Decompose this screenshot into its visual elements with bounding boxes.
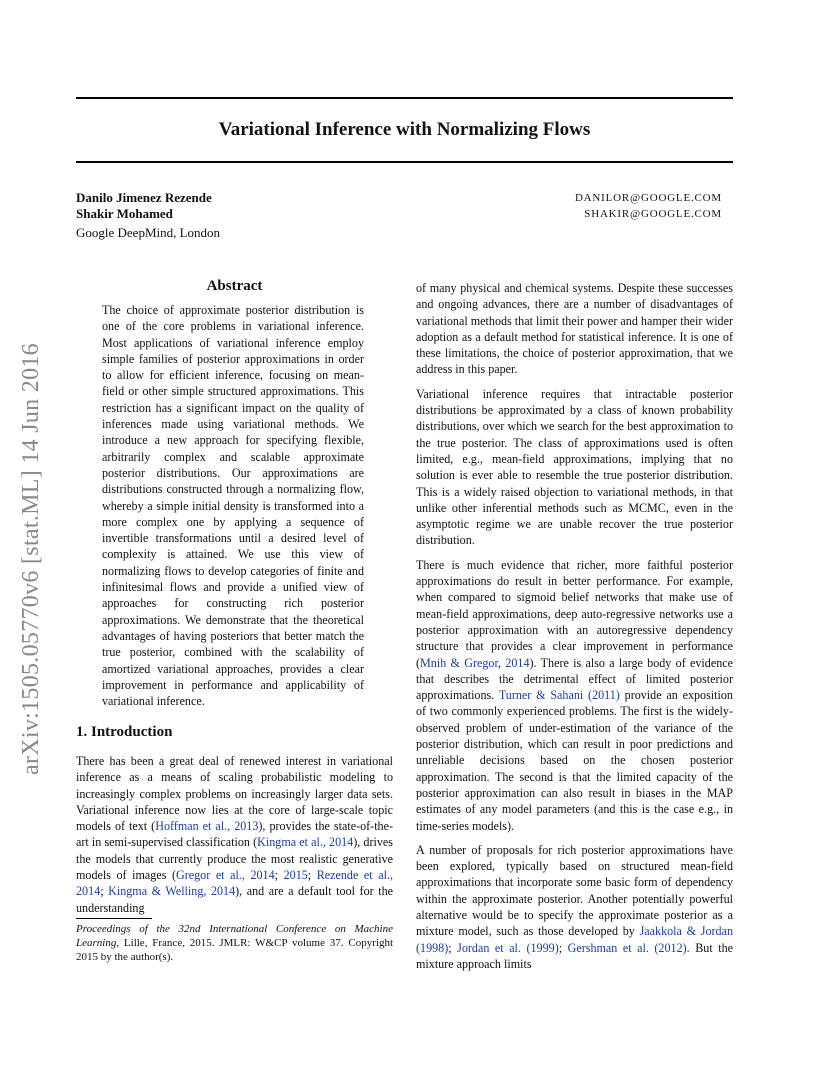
footnote-text: , Lille, France, 2015. JMLR: W&CP volume 37. Copyright 2015 by the author(s).: [76, 937, 393, 963]
citation-link[interactable]: Kingma & Welling, 2014: [108, 884, 236, 899]
citation-link[interactable]: 2015: [283, 868, 308, 883]
intro-text: ), provides the state-of-the-art in semi-supervised classification (: [76, 819, 393, 850]
author-email-2[interactable]: SHAKIR@GOOGLE.COM: [584, 208, 722, 220]
citation-link[interactable]: Turner & Sahani (2011): [498, 688, 620, 703]
section-heading-introduction: 1. Introduction: [76, 724, 173, 740]
intro-text: ;: [274, 868, 284, 883]
citation-link[interactable]: Rezende et al., 2014: [76, 868, 393, 899]
paragraph: [416, 557, 733, 834]
right-column: [416, 280, 733, 980]
citation-link[interactable]: Hoffman et al., 2013: [155, 819, 259, 834]
introduction-paragraph: [76, 753, 393, 916]
footnote-rule: [76, 918, 152, 919]
top-rule: [76, 97, 733, 99]
paragraph-text: A number of proposals for rich posterior approximations have been explored, typically based on structured mean-field approximations that incorporate some basic form of dependency within the approximate posterior. Another potentially powerful alternative would be to specify the approximate posterior as a mixture model, such as those developed by: [416, 842, 733, 939]
paper-title: Variational Inference with Normalizing Flows: [218, 119, 591, 140]
paragraph-text: ;: [558, 940, 568, 955]
footnote: [76, 922, 393, 964]
paragraph-text: ;: [448, 940, 458, 955]
intro-text: There has been a great deal of renewed interest in variational inference as a means of scaling probabilistic modeling to increasingly complex problems on increasingly larger data sets. Variational inference now lies at the core of large-scale topic models of text (: [76, 754, 393, 834]
arxiv-identifier: arXiv:1505.05770v6 [stat.ML] 14 Jun 2016: [18, 343, 44, 775]
title-bottom-rule: [76, 161, 733, 163]
paragraph-text: ,: [498, 655, 506, 670]
abstract-heading: Abstract: [206, 278, 263, 294]
footnote-proceedings: Proceedings of the 32nd International Conference on Machine Learning: [76, 923, 393, 949]
paragraph-text: . But the mixture approach limits: [416, 940, 733, 971]
author-name-2: Shakir Mohamed: [76, 206, 173, 221]
affiliation: Google DeepMind, London: [76, 225, 221, 240]
paragraph: of many physical and chemical systems. Despite these successes and ongoing advances, there are a number of disadvantages of variational methods that limit their power and hamper their wider adoption as a default method for statistical inference. It is one of these limitations, the choice of posterior approximation, that we address in this paper.: [416, 281, 733, 377]
citation-link[interactable]: Kingma et al., 2014: [257, 835, 354, 850]
intro-text: ), and are a default tool for the understanding: [76, 884, 393, 915]
paragraph-text: There is much evidence that richer, more faithful posterior approximations do result in better performance. For example, when compared to sigmoid belief networks that make use of mean-field approximations, deep auto-regressive networks use a posterior approximation with an autoregressive dependency structure that provides a clear improvement in performance (: [416, 557, 733, 670]
citation-link[interactable]: Gershman et al. (2012): [567, 940, 687, 955]
citation-link[interactable]: Mnih & Gregor: [420, 655, 498, 670]
intro-text: ;: [100, 884, 109, 899]
author-name-1: Danilo Jimenez Rezende: [76, 190, 212, 205]
intro-text: ;: [307, 868, 317, 883]
paragraph: Variational inference requires that intractable posterior distributions be approximated by a class of known probability distributions, over which we search for the best approximation to the true posterior. The class of approximations used is often limited, e.g., mean-field approximations, implying that no solution is ever able to resemble the true posterior distribution. This is a widely raised objection to variational methods, in that unlike other inferential methods such as MCMC, even in the asymptotic regime we are unable recover the true posterior distribution.: [416, 386, 733, 548]
paragraph-text: provide an exposition of two commonly experienced problems. The first is the widely-observed problem of under-estimation of the variance of the posterior distribution, which can result in poor predictions and unreliable decisions based on the chosen posterior approximation. The second is that the limited capacity of the posterior approximation can also result in biases in the MAP estimates of any model parameters (and this is the case e.g., in time-series models).: [416, 688, 733, 833]
citation-link[interactable]: Jordan et al. (1999): [457, 940, 559, 955]
citation-link[interactable]: Gregor et al., 2014: [176, 868, 275, 883]
citation-link[interactable]: 2014: [505, 655, 530, 670]
citation-link[interactable]: Jaakkola & Jordan (1998): [416, 924, 734, 955]
paragraph: [416, 842, 733, 972]
author-email-1[interactable]: DANILOR@GOOGLE.COM: [574, 192, 722, 204]
paragraph-text: ). There is also a large body of evidence that describes the detrimental effect of limited posterior approximations.: [416, 655, 733, 703]
abstract-text: The choice of approximate posterior distribution is one of the core problems in variational inference. Most applications of variational inference employ simple families of posterior approximations in order to allow for efficient inference, focusing on mean-field or other simple structured approximations. This restriction has a significant impact on the quality of inferences made using variational methods. We introduce a new approach for specifying flexible, arbitrarily complex and scalable approximate posterior distributions. Our approximations are distributions constructed through a normalizing flow, whereby a simple initial density is transformed into a more complex one by applying a sequence of invertible transformations until a desired level of complexity is attained. We use this view of normalizing flows to develop categories of finite and infinitesimal flows and provide a unified view of approaches for constructing rich posterior approximations. We demonstrate that the theoretical advantages of having posteriors that better match the true posterior, combined with the scalability of amortized variational approaches, provides a clear improvement in performance and applicability of variational inference.: [102, 303, 364, 709]
intro-text: ), drives the models that currently produce the most realistic generative models of images (: [76, 835, 393, 883]
